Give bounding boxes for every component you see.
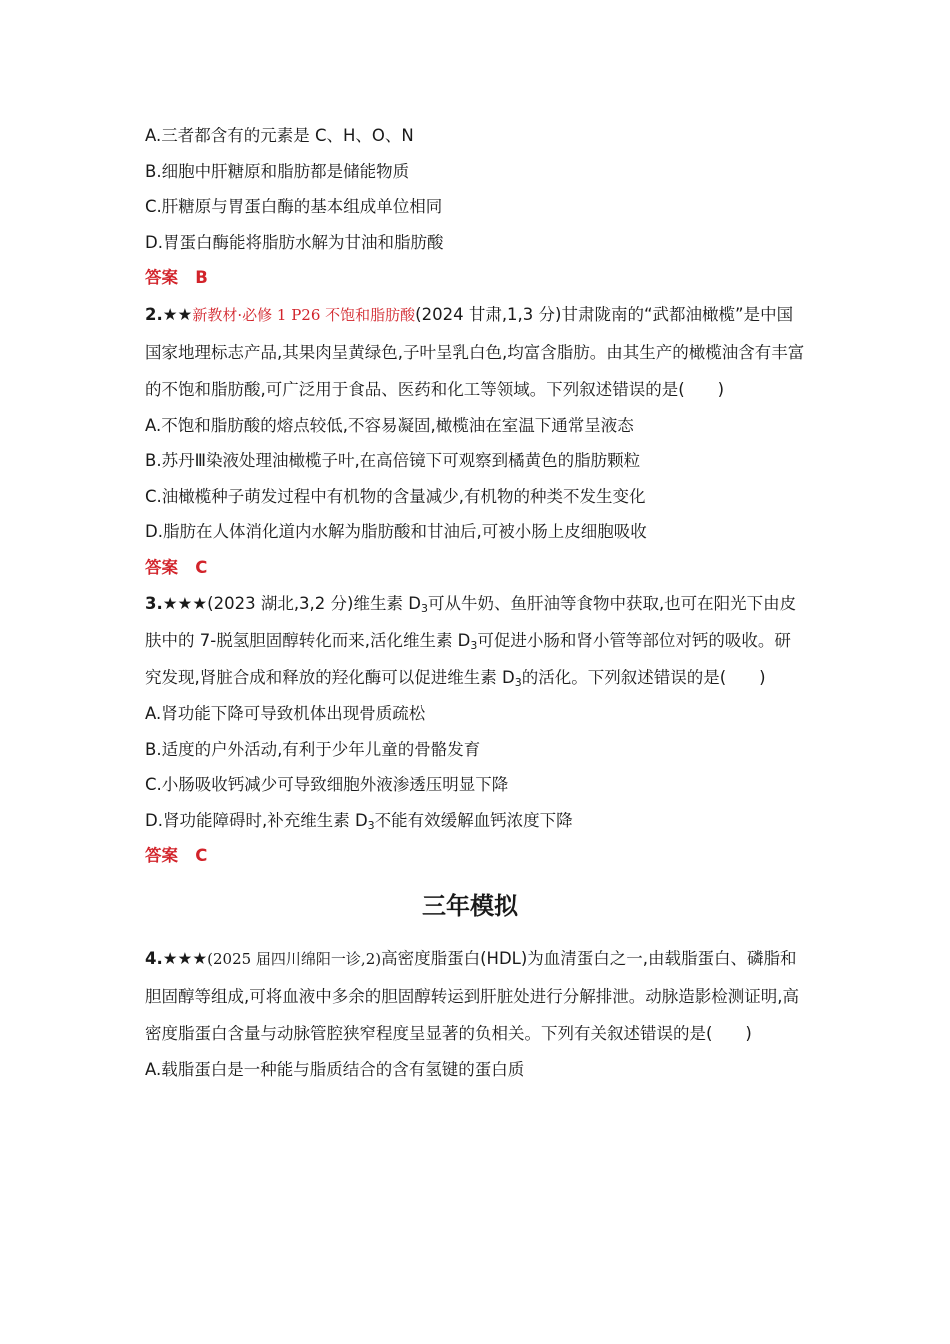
answer-value: C: [195, 557, 208, 577]
q2-option-d: D.脂肪在人体消化道内水解为脂肪酸和甘油后,可被小肠上皮细胞吸收: [145, 522, 647, 541]
q4-source: (2025 届四川绵阳一诊,2): [207, 949, 382, 968]
q2-stem: [145, 296, 805, 408]
q3-option-d: D.肾功能障碍时,补充维生素 $D_3$不能有效缓解血钙浓度下降: [145, 810, 573, 832]
difficulty-stars: ★★: [162, 304, 193, 324]
q3-number: 3.: [145, 594, 163, 613]
section-title: 三年模拟: [422, 891, 518, 920]
q4-stem-text: 高密度脂蛋白(HDL)为血清蛋白之一,由载脂蛋白、磷脂和胆固醇等组成,可将血液中多余的胆固醇转运到肝脏处进行分解排泄。动脉造影检测证明,高密度脂蛋白含量与动脉管腔狭窄程度呈显著的负相关。下列有关叙述错误的是( ): [145, 948, 799, 1043]
difficulty-stars: ★★★: [162, 948, 208, 968]
q2-textbook-tag: 新教材·必修 1 P26 不饱和脂肪酸: [192, 305, 416, 324]
q2-number: 2.: [145, 304, 163, 324]
question-3: [145, 585, 805, 874]
q1-option-c: C.肝糖原与胃蛋白酶的基本组成单位相同: [145, 197, 443, 216]
q2-stem-text: 甘肃陇南的“武都油橄榄”是中国国家地理标志产品,其果肉呈黄绿色,子叶呈乳白色,均富含脂肪。由其生产的橄榄油含有丰富的不饱和脂肪酸,可广泛用于食品、医药和化工等领域。下列叙述错误的是( ): [145, 304, 805, 399]
q3-stem: 3.★★★(2023 湖北,3,2 分)维生素 $D_3$可从牛奶、鱼肝油等食物中获取,也可在阳光下由皮肤中的 7-脱氢胆固醇转化而来,活化维生素 $D_3$可促进小肠和肾小管等部位对钙的吸收。研究发现,肾脏合成和释放的羟化酶可以促进维生素 $D_3$的活化。下列叙述错误的是( ): [145, 594, 797, 689]
q2-option-a: A.不饱和脂肪酸的熔点较低,不容易凝固,橄榄油在室温下通常呈液态: [145, 415, 634, 435]
difficulty-stars: ★★★: [162, 594, 208, 613]
q1-option-d: D.胃蛋白酶能将脂肪水解为甘油和脂肪酸: [145, 232, 444, 252]
answer-label: 答案: [145, 557, 178, 577]
q2-answer: [145, 550, 805, 586]
question-4: [145, 940, 805, 1088]
q3-option-b: B.适度的户外活动,有利于少年儿童的骨骼发育: [145, 739, 481, 759]
question-1: [145, 118, 805, 296]
q1-option-a: A.三者都含有的元素是 C、H、O、N: [145, 126, 414, 145]
q2-option-b: B.苏丹Ⅲ染液处理油橄榄子叶,在高倍镜下可观察到橘黄色的脂肪颗粒: [145, 451, 641, 470]
q4-stem: [145, 940, 805, 1052]
answer-value: B: [195, 268, 208, 287]
q3-option-a: A.肾功能下降可导致机体出现骨质疏松: [145, 704, 426, 723]
q3-answer: [145, 838, 805, 874]
q2-source: (2024 甘肃,1,3 分): [415, 304, 562, 324]
q1-answer: [145, 260, 805, 296]
q3-option-c: C.小肠吸收钙减少可导致细胞外液渗透压明显下降: [145, 775, 509, 794]
q1-option-b: B.细胞中肝糖原和脂肪都是储能物质: [145, 161, 410, 181]
q3-source: (2023 湖北,3,2 分): [207, 594, 354, 613]
question-2: [145, 296, 805, 586]
q4-option-a: A.载脂蛋白是一种能与脂质结合的含有氢键的蛋白质: [145, 1059, 525, 1079]
answer-label: 答案: [145, 268, 178, 287]
q4-number: 4.: [145, 948, 163, 968]
answer-label: 答案: [145, 846, 178, 865]
document-page: [145, 118, 805, 1087]
q2-option-c: C.油橄榄种子萌发过程中有机物的含量减少,有机物的种类不发生变化: [145, 486, 646, 506]
answer-value: C: [195, 846, 208, 865]
